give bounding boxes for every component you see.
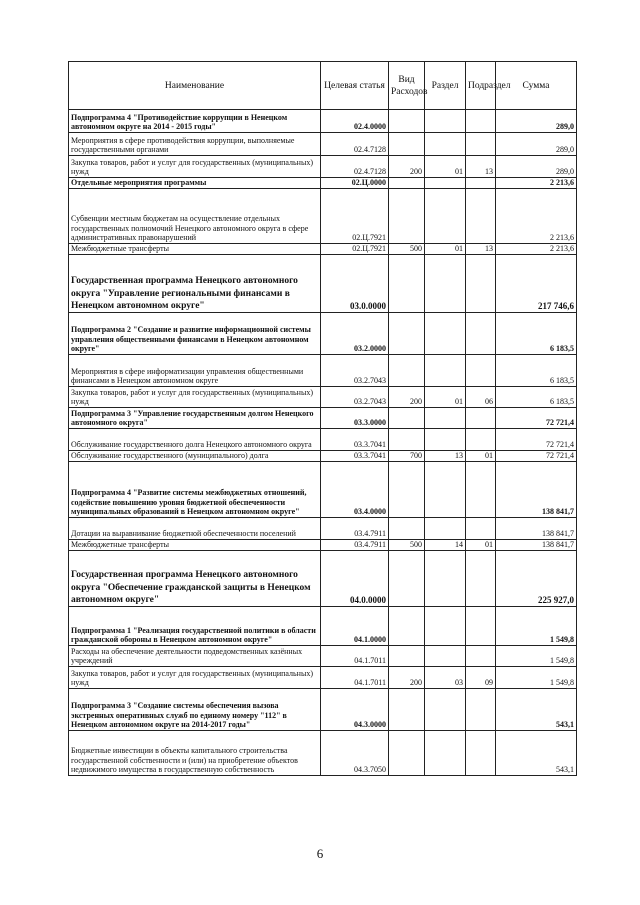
row-expense-type	[389, 110, 425, 133]
row-section	[425, 462, 466, 518]
row-subsection	[466, 313, 496, 355]
table-row	[69, 518, 577, 540]
table-row	[69, 551, 577, 607]
row-name: Субвенции местным бюджетам на осуществление отдельных государственных полномочий Ненецкого автономного округа в сфере административных правонарушений	[69, 189, 321, 244]
row-target-code: 02.Ц.7921	[321, 244, 389, 255]
row-target-code: 03.2.7043	[321, 355, 389, 387]
row-section	[425, 355, 466, 387]
row-subsection	[466, 551, 496, 607]
row-target-code: 04.3.0000	[321, 689, 389, 731]
row-name: Государственная программа Ненецкого автономного округа "Управление региональными финансами в Ненецком автономном округе"	[69, 255, 321, 313]
row-subsection: 13	[466, 156, 496, 178]
row-name: Закупка товаров, работ и услуг для государственных (муниципальных) нужд	[69, 156, 321, 178]
row-section	[425, 110, 466, 133]
row-subsection: 01	[466, 451, 496, 462]
row-name: Подпрограмма 3 "Управление государственным долгом Ненецкого автономного округа"	[69, 408, 321, 429]
row-expense-type	[389, 551, 425, 607]
table-row	[69, 408, 577, 429]
row-subsection	[466, 518, 496, 540]
row-subsection	[466, 133, 496, 156]
row-section	[425, 255, 466, 313]
row-sum: 6 183,5	[496, 313, 577, 355]
row-name: Подпрограмма 2 "Создание и развитие информационной системы управления общественными финансами в Ненецком автономном округе"	[69, 313, 321, 355]
row-target-code: 03.0.0000	[321, 255, 389, 313]
row-expense-type: 700	[389, 451, 425, 462]
row-name: Обслуживание государственного (муниципального) долга	[69, 451, 321, 462]
row-subsection: 01	[466, 540, 496, 551]
header-name: Наименование	[69, 62, 321, 110]
row-target-code: 03.4.0000	[321, 462, 389, 518]
row-expense-type: 500	[389, 540, 425, 551]
row-subsection	[466, 462, 496, 518]
row-target-code: 02.Ц.7921	[321, 189, 389, 244]
row-name: Мероприятия в сфере противодействия коррупции, выполняемые государственными органами	[69, 133, 321, 156]
row-section	[425, 429, 466, 451]
page-number: 6	[316, 846, 324, 861]
row-target-code: 03.4.7911	[321, 540, 389, 551]
row-subsection: 09	[466, 667, 496, 689]
row-section: 01	[425, 156, 466, 178]
row-expense-type	[389, 689, 425, 731]
row-subsection	[466, 178, 496, 189]
row-sum: 72 721,4	[496, 451, 577, 462]
table-row	[69, 156, 577, 178]
row-sum: 289,0	[496, 110, 577, 133]
header-sum: Сумма	[496, 62, 577, 110]
row-section: 01	[425, 387, 466, 408]
row-sum: 2 213,6	[496, 178, 577, 189]
row-name: Межбюджетные трансферты	[69, 540, 321, 551]
row-name: Подпрограмма 1 "Реализация государственной политики в области гражданской обороны в Ненецком автономном округе"	[69, 607, 321, 646]
row-sum: 543,1	[496, 689, 577, 731]
header-section: Раздел	[425, 62, 466, 110]
row-target-code: 04.1.7011	[321, 646, 389, 667]
row-subsection	[466, 689, 496, 731]
row-name: Обслуживание государственного долга Ненецкого автономного округа	[69, 429, 321, 451]
row-target-code: 02.4.7128	[321, 156, 389, 178]
row-expense-type: 200	[389, 156, 425, 178]
row-section	[425, 313, 466, 355]
row-name: Межбюджетные трансферты	[69, 244, 321, 255]
table-row	[69, 607, 577, 646]
row-subsection: 13	[466, 244, 496, 255]
row-section	[425, 607, 466, 646]
row-section	[425, 189, 466, 244]
header-subsection: Подраздел	[466, 62, 496, 110]
row-sum: 225 927,0	[496, 551, 577, 607]
row-section	[425, 133, 466, 156]
row-expense-type	[389, 518, 425, 540]
row-section: 14	[425, 540, 466, 551]
row-subsection	[466, 429, 496, 451]
row-name: Дотации на выравнивание бюджетной обеспеченности поселений	[69, 518, 321, 540]
row-sum: 72 721,4	[496, 408, 577, 429]
row-expense-type	[389, 731, 425, 776]
row-sum: 289,0	[496, 156, 577, 178]
row-expense-type	[389, 313, 425, 355]
row-name: Подпрограмма 3 "Создание системы обеспечения вызова экстренных оперативных служб по единому номеру "112" в Ненецком автономном округе на 2014-2017 годы"	[69, 689, 321, 731]
row-name: Закупка товаров, работ и услуг для государственных (муниципальных) нужд	[69, 667, 321, 689]
row-subsection	[466, 731, 496, 776]
row-target-code: 04.0.0000	[321, 551, 389, 607]
row-target-code: 03.2.7043	[321, 387, 389, 408]
row-subsection	[466, 110, 496, 133]
row-name: Подпрограмма 4 "Развитие системы межбюджетных отношений, содействие повышению уровня бюджетной обеспеченности муниципальных образований в Ненецком автономном округе"	[69, 462, 321, 518]
row-subsection	[466, 355, 496, 387]
row-sum: 138 841,7	[496, 462, 577, 518]
row-sum: 72 721,4	[496, 429, 577, 451]
table-row	[69, 689, 577, 731]
row-name: Мероприятия в сфере информатизации управления общественными финансами в Ненецком автономном округе	[69, 355, 321, 387]
row-section: 01	[425, 244, 466, 255]
table-row	[69, 255, 577, 313]
row-name: Отдельные мероприятия программы	[69, 178, 321, 189]
row-target-code: 02.4.0000	[321, 110, 389, 133]
table-row	[69, 189, 577, 244]
row-expense-type: 200	[389, 667, 425, 689]
row-sum: 138 841,7	[496, 540, 577, 551]
table-row	[69, 646, 577, 667]
table-row	[69, 451, 577, 462]
row-expense-type	[389, 133, 425, 156]
header-row	[69, 62, 577, 110]
row-section	[425, 646, 466, 667]
row-section	[425, 551, 466, 607]
row-target-code: 02.Ц.0000	[321, 178, 389, 189]
table-row	[69, 244, 577, 255]
row-expense-type	[389, 607, 425, 646]
budget-table	[68, 61, 577, 776]
row-target-code: 02.4.7128	[321, 133, 389, 156]
row-expense-type	[389, 462, 425, 518]
row-sum: 1 549,8	[496, 607, 577, 646]
row-subsection: 06	[466, 387, 496, 408]
row-name: Бюджетные инвестиции в объекты капитального строительства государственной собственности и (или) на приобретение объектов недвижимого имущества в государственную собственность	[69, 731, 321, 776]
table-row	[69, 110, 577, 133]
row-section	[425, 178, 466, 189]
row-sum: 2 213,6	[496, 244, 577, 255]
row-target-code: 04.3.7050	[321, 731, 389, 776]
row-target-code: 04.1.0000	[321, 607, 389, 646]
row-name: Государственная программа Ненецкого автономного округа "Обеспечение гражданской защиты в Ненецком автономном округе"	[69, 551, 321, 607]
row-target-code: 03.3.0000	[321, 408, 389, 429]
table-row	[69, 429, 577, 451]
row-subsection	[466, 255, 496, 313]
row-section: 13	[425, 451, 466, 462]
row-target-code: 04.1.7011	[321, 667, 389, 689]
row-expense-type	[389, 255, 425, 313]
header-expense-type: Вид Расходов	[389, 62, 425, 110]
row-expense-type	[389, 408, 425, 429]
row-expense-type	[389, 178, 425, 189]
table-row	[69, 731, 577, 776]
table-row	[69, 178, 577, 189]
row-sum: 1 549,8	[496, 667, 577, 689]
row-expense-type: 500	[389, 244, 425, 255]
row-sum: 289,0	[496, 133, 577, 156]
row-expense-type	[389, 355, 425, 387]
header-target: Целевая статья	[321, 62, 389, 110]
row-subsection	[466, 646, 496, 667]
row-sum: 6 183,5	[496, 387, 577, 408]
table-row	[69, 313, 577, 355]
row-sum: 6 183,5	[496, 355, 577, 387]
row-sum: 2 213,6	[496, 189, 577, 244]
row-subsection	[466, 607, 496, 646]
row-name: Закупка товаров, работ и услуг для государственных (муниципальных) нужд	[69, 387, 321, 408]
row-subsection	[466, 408, 496, 429]
row-target-code: 03.4.7911	[321, 518, 389, 540]
row-name: Подпрограмма 4 "Противодействие коррупции в Ненецком автономном округе на 2014 - 2015 годы"	[69, 110, 321, 133]
row-subsection	[466, 189, 496, 244]
row-expense-type	[389, 646, 425, 667]
row-section: 03	[425, 667, 466, 689]
row-expense-type: 200	[389, 387, 425, 408]
table-row	[69, 462, 577, 518]
row-sum: 543,1	[496, 731, 577, 776]
row-target-code: 03.2.0000	[321, 313, 389, 355]
row-sum: 217 746,6	[496, 255, 577, 313]
table-row	[69, 355, 577, 387]
table-row	[69, 133, 577, 156]
row-section	[425, 518, 466, 540]
row-sum: 1 549,8	[496, 646, 577, 667]
row-section	[425, 689, 466, 731]
row-expense-type	[389, 429, 425, 451]
row-section	[425, 731, 466, 776]
row-target-code: 03.3.7041	[321, 451, 389, 462]
table-row	[69, 540, 577, 551]
row-sum: 138 841,7	[496, 518, 577, 540]
row-target-code: 03.3.7041	[321, 429, 389, 451]
row-name: Расходы на обеспечение деятельности подведомственных казённых учреждений	[69, 646, 321, 667]
row-expense-type	[389, 189, 425, 244]
row-section	[425, 408, 466, 429]
table-row	[69, 667, 577, 689]
table-row	[69, 387, 577, 408]
